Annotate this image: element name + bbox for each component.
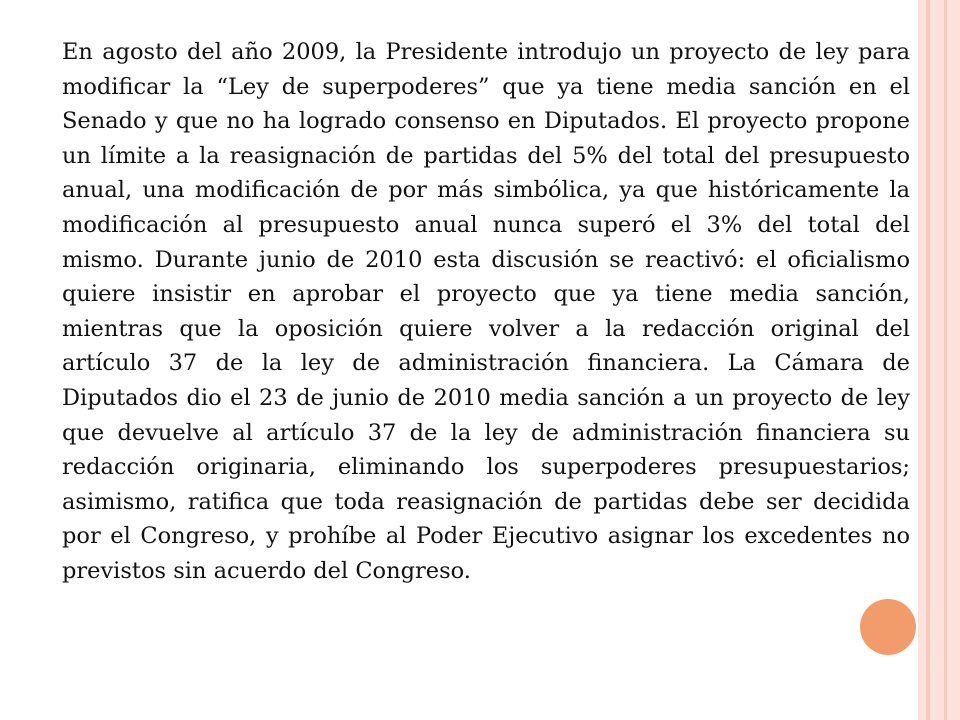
decorative-stripe bbox=[930, 0, 944, 720]
decorative-stripe bbox=[947, 0, 960, 720]
decorative-circle bbox=[860, 599, 916, 655]
decorative-stripe bbox=[918, 0, 926, 720]
slide-body-paragraph: En agosto del año 2009, la Presidente introdujo un proyecto de ley para modificar la “Ley de superpoderes” que ya tiene media sanción en el Senado y que no ha logrado consenso en Diputados. El proyecto propone un límite a la reasignación de partidas del 5% del total del presupuesto anual, una modificación de por más simbólica, ya que históricamente la modificación al presupuesto anual nunca superó el 3% del total del mismo. Durante junio de 2010 esta discusión se reactivó: el oficialismo quiere insistir en aprobar el proyecto que ya tiene media sanción, mientras que la oposición quiere volver a la redacción original del artículo 37 de la ley de administración financiera. La Cámara de Diputados dio el 23 de junio de 2010 media sanción a un proyecto de ley que devuelve al artículo 37 de la ley de administración financiera su redacción originaria, eliminando los superpoderes presupuestarios; asimismo, ratifica que toda reasignación de partidas debe ser decidida por el Congreso, y prohíbe al Poder Ejecutivo asignar los excedentes no previstos sin acuerdo del Congreso. bbox=[62, 39, 910, 584]
